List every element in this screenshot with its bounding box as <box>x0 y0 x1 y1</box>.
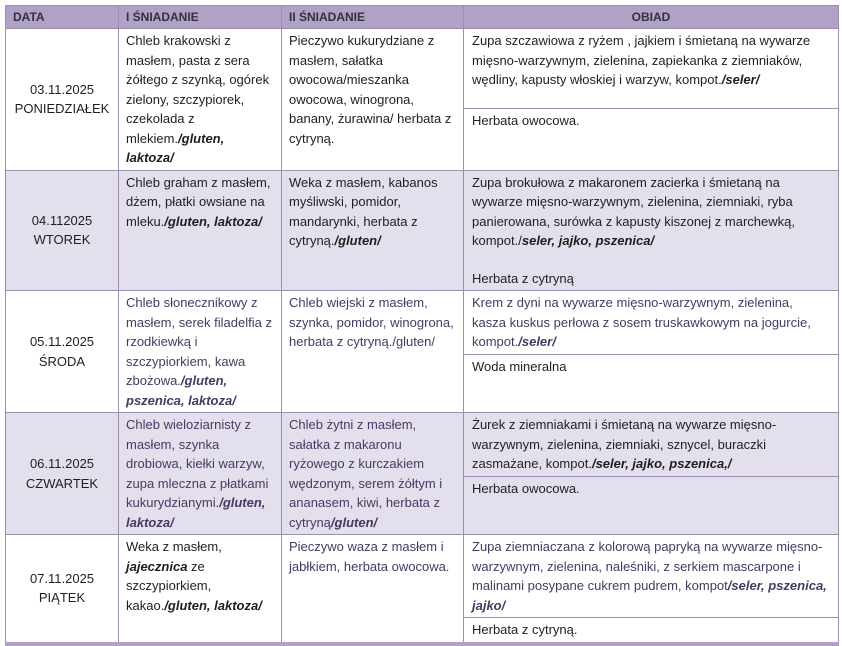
dinner-drink <box>464 267 838 291</box>
breakfast1-cell <box>119 291 282 413</box>
date-cell <box>6 413 119 535</box>
table-row-thursday <box>6 413 839 535</box>
menu-text: Chleb graham z masłem, dżem, płatki owsiane na mleku. <box>126 174 271 229</box>
menu-table <box>5 5 839 646</box>
menu-text: Weka z masłem, kabanos myśliwski, pomidor, mandarynki, herbata z cytryną. <box>289 174 438 248</box>
dinner-main <box>464 171 838 253</box>
allergen-text: /seler, pszenica, jajko/ <box>472 578 827 613</box>
dinner-cell <box>464 291 839 413</box>
menu-text: Zupa brokułowa z makaronem zacierka i śmietaną na wywarze mięsno-warzywnym, zielenina, ziemniaki, ryba panierowana, surówka z kapusty kiszonej z marchewką, kompot./ <box>472 174 795 248</box>
dinner-cell <box>464 29 839 171</box>
menu-text: Chleb słonecznikowy z masłem, serek filadelfia z rzodkiewką i szczypiorkiem, kawa zbożowa. <box>126 295 272 388</box>
allergen-text: /gluten, laktoza/ <box>126 130 225 165</box>
menu-text: Herbata z cytryną. <box>472 622 578 637</box>
dinner-wrap <box>464 413 838 500</box>
date-value: 06.11.2025 <box>29 456 95 471</box>
allergen-text: /gluten, pszenica, laktoza/ <box>126 373 236 408</box>
dinner-main <box>464 291 838 354</box>
allergen-text: /gluten/ <box>330 514 378 530</box>
dinner-main <box>464 413 838 476</box>
dinner-wrap <box>464 171 838 291</box>
column-header-breakfast1: I ŚNIADANIE <box>119 6 282 29</box>
breakfast1-cell <box>119 29 282 171</box>
day-name: CZWARTEK <box>25 475 99 491</box>
menu-text: Herbata owocowa. <box>472 113 580 128</box>
breakfast2-cell <box>282 291 464 413</box>
day-name: PONIEDZIAŁEK <box>14 101 110 117</box>
table-row-monday <box>6 29 839 171</box>
date-value: 05.11.2025 <box>29 334 95 349</box>
dinner-cell <box>464 535 839 644</box>
allergen-text: /seler/ <box>518 334 556 349</box>
date-cell <box>6 29 119 171</box>
menu-text: Herbata owocowa. <box>472 480 580 496</box>
date-value: 07.11.2025 <box>29 570 95 586</box>
menu-text: Weka z masłem, <box>126 539 222 554</box>
allergen-text: /gluten, laktoza/ <box>126 495 266 530</box>
menu-text: Herbata z cytryną <box>472 270 574 286</box>
breakfast2-cell <box>282 170 464 291</box>
date-cell <box>6 535 119 644</box>
dinner-cell <box>464 413 839 535</box>
menu-text: Chleb wiejski z masłem, szynka, pomidor, winogrona, herbata z cytryną./gluten/ <box>289 295 454 349</box>
dinner-drink <box>464 108 838 133</box>
allergen-text: seler, jajko, pszenica/ <box>521 233 655 248</box>
menu-text: Zupa szczawiowa z ryżem , jajkiem i śmietaną na wywarze mięsno-warzywnym, zielenina, zapiekanka z ziemniaków, wędliny, kapusty włoskiej i warzyw, kompot. <box>472 33 811 87</box>
menu-text: Woda mineralna <box>472 358 567 374</box>
dinner-drink <box>464 354 838 379</box>
date-value: 03.11.2025 <box>29 81 95 97</box>
breakfast2-cell <box>282 29 464 171</box>
header-row <box>6 6 839 29</box>
day-name: WTOREK <box>33 232 91 248</box>
menu-text: Żurek z ziemniakami i śmietaną na wywarze mięsno-warzywnym, zielenina, ziemniaki, sznycel, buraczki zasmażane, kompot. <box>472 417 777 471</box>
menu-text: Pieczywo kukurydziane z masłem, sałatka owocowa/mieszanka owocowa, winogrona, banany, żurawina/ herbata z cytryną. <box>289 33 452 146</box>
table-row-wednesday <box>6 291 839 413</box>
dinner-wrap <box>464 535 838 642</box>
menu-text: Zupa ziemniaczana z kolorową papryką na wywarze mięsno-warzywnym, zielenina, naleśniki, z serkiem mascarpone i malinami posypane cukrem pudrem, kompot <box>472 539 823 593</box>
dinner-drink <box>464 617 838 642</box>
dinner-cell <box>464 170 839 291</box>
allergen-text: /gluten, laktoza/ <box>164 213 262 229</box>
dinner-wrap <box>464 29 838 133</box>
table-row-tuesday <box>6 170 839 291</box>
date-cell <box>6 170 119 291</box>
breakfast2-cell <box>282 535 464 644</box>
allergen-text: jajecznica <box>126 558 188 574</box>
column-header-date: DATA <box>6 6 119 29</box>
breakfast2-cell <box>282 413 464 535</box>
allergen-text: /gluten, laktoza/ <box>164 597 262 613</box>
column-header-dinner: OBIAD <box>464 6 839 29</box>
breakfast1-cell <box>119 170 282 291</box>
menu-text: Pieczywo waza z masłem i jabłkiem, herbata owocowa. <box>289 539 450 574</box>
allergen-text: /seler/ <box>721 72 760 87</box>
menu-text: Chleb krakowski z masłem, pasta z sera żółtego z szynką, ogórek zielony, szczypiorek, czekolada z mlekiem. <box>126 33 270 146</box>
allergen-text: /seler, jajko, pszenica,/ <box>591 456 732 471</box>
menu-text: Chleb żytni z masłem, sałatka z makaronu ryżowego z kurczakiem wędzonym, serem żółtym i ananasem, kiwi, herbata z cytryną <box>289 417 443 530</box>
menu-text: ze szczypiorkiem, kakao. <box>126 558 212 613</box>
menu-text: Chleb wieloziarnisty z masłem, szynka drobiowa, kiełki warzyw, zupa mleczna z płatkami kukurydzianymi. <box>126 417 269 510</box>
allergen-text: /gluten/ <box>334 233 381 248</box>
day-name: ŚRODA <box>38 353 86 369</box>
breakfast1-cell <box>119 413 282 535</box>
date-value: 04.112025 <box>31 212 93 228</box>
dinner-main <box>464 535 838 617</box>
day-name: PIĄTEK <box>38 590 86 606</box>
breakfast1-cell <box>119 535 282 644</box>
table-row-friday <box>6 535 839 644</box>
date-cell <box>6 291 119 413</box>
column-header-breakfast2: II ŚNIADANIE <box>282 6 464 29</box>
dinner-main <box>464 29 838 108</box>
dinner-drink <box>464 476 838 501</box>
dinner-wrap <box>464 291 838 378</box>
menu-text: Krem z dyni na wywarze mięsno-warzywnym, zielenina, kasza kuskus perłowa z sosem truskawkowym na jogurcie, kompot. <box>472 295 811 349</box>
